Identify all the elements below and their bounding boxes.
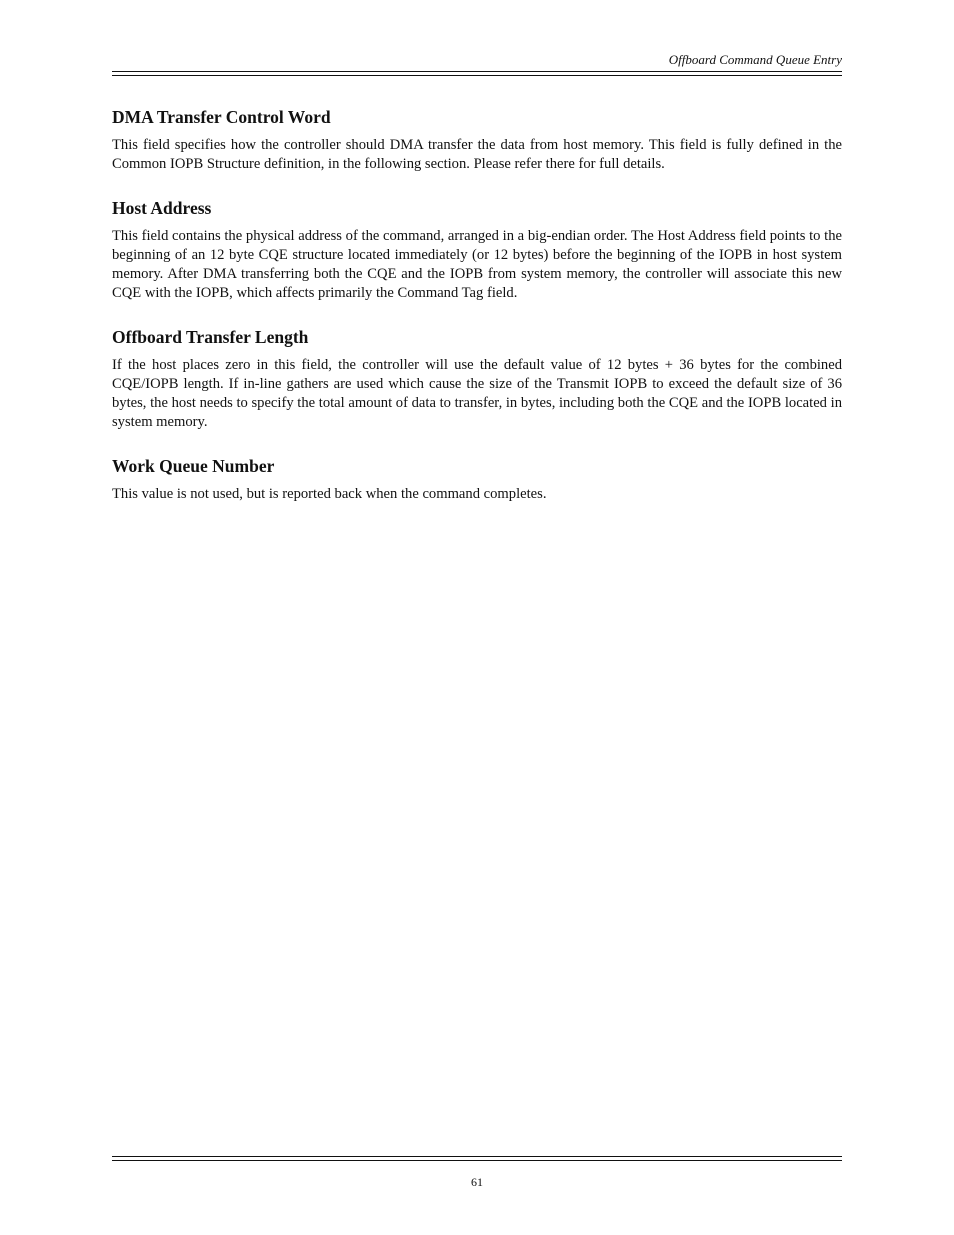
page-number: 61 [471, 1175, 483, 1189]
section-dma-transfer-control-word [112, 106, 842, 174]
section-paragraph: This field specifies how the controller should DMA transfer the data from host memory. This field is fully defined in the Common IOPB Structure definition, in the following section. Please refer there for full details. [112, 137, 842, 172]
section-offboard-transfer-length [112, 326, 842, 432]
running-header-title: Offboard Command Queue Entry [668, 52, 842, 67]
footer-rule [112, 1156, 842, 1161]
section-paragraph: If the host places zero in this field, the controller will use the default value of 12 bytes + 36 bytes for the combined CQE/IOPB length. If in-line gathers are used which cause the size of the Transmit IOPB to exceed the default size of 36 bytes, the host needs to specify the total amount of data to transfer, in bytes, including both the CQE and the IOPB located in system memory. [112, 357, 842, 430]
section-heading: DMA Transfer Control Word [112, 107, 331, 127]
section-host-address [112, 197, 842, 303]
section-heading: Work Queue Number [112, 456, 275, 476]
section-work-queue-number [112, 455, 842, 504]
section-paragraph: This field contains the physical address of the command, arranged in a big-endian order. The Host Address field points to the beginning of an 12 byte CQE structure located immediately (or 12 bytes) before the beginning of the IOPB in host system memory. After DMA transferring both the CQE and the IOPB from system memory, the controller will associate this new CQE with the IOPB, which affects primarily the Command Tag field. [112, 228, 842, 301]
page-content [112, 106, 842, 527]
section-paragraph: This value is not used, but is reported back when the command completes. [112, 486, 547, 502]
section-heading: Host Address [112, 198, 212, 218]
header-rule [112, 71, 842, 76]
section-heading: Offboard Transfer Length [112, 327, 309, 347]
